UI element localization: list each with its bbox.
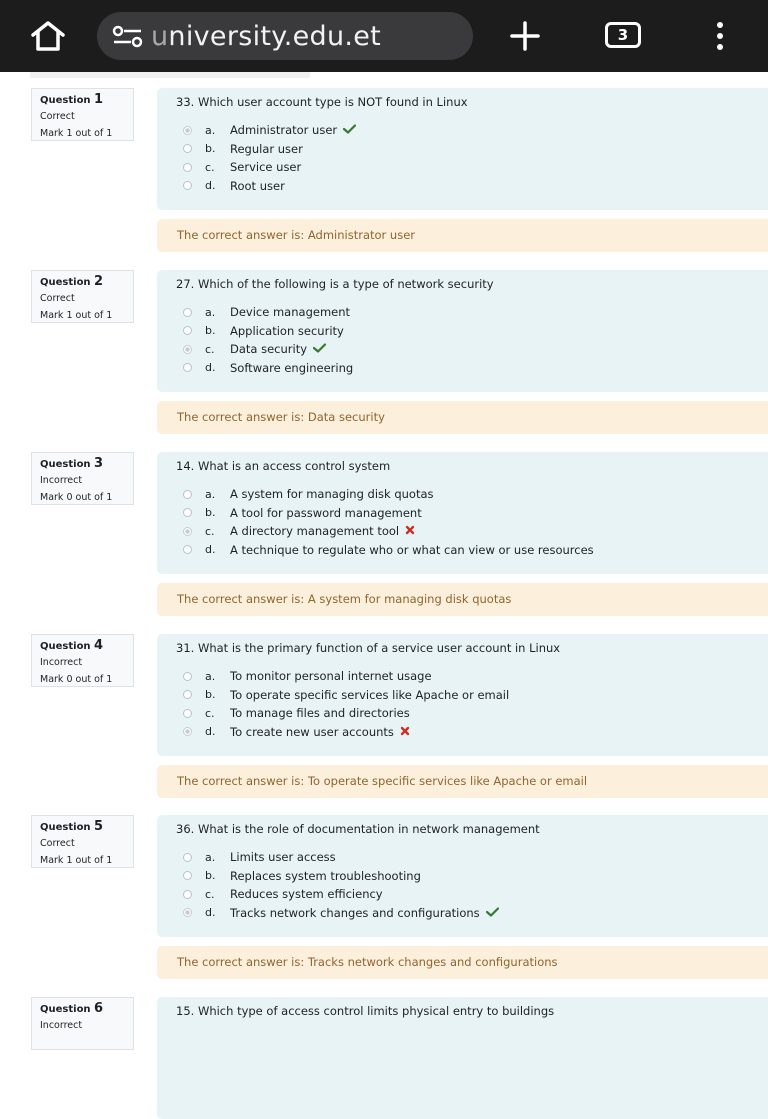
radio-button[interactable]: [183, 363, 192, 372]
answer-option[interactable]: [183, 322, 353, 341]
option-letter: c.: [205, 342, 215, 356]
answer-option[interactable]: [183, 340, 353, 359]
option-text: Root user: [230, 178, 285, 193]
option-letter: a.: [205, 487, 216, 501]
option-letter: b.: [205, 506, 216, 520]
answer-option[interactable]: [183, 303, 353, 322]
question-formulation: [157, 815, 768, 937]
option-letter: a.: [205, 669, 216, 683]
question-label: Question: [40, 459, 91, 470]
question-grade: Mark 1 out of 1: [40, 855, 113, 866]
answer-option[interactable]: [183, 686, 509, 705]
question-text: 27. Which of the following is a type of network security: [176, 277, 494, 291]
question-formulation: [157, 634, 768, 756]
question-number: [40, 93, 133, 108]
question-formulation: [157, 270, 768, 392]
answer-option[interactable]: [183, 848, 499, 867]
question-grade: Mark 1 out of 1: [40, 310, 113, 321]
radio-button[interactable]: [183, 490, 192, 499]
option-letter: d.: [205, 543, 216, 557]
question-no: 3: [94, 456, 104, 471]
option-letter: c.: [205, 524, 215, 538]
answer-options: [183, 667, 509, 741]
radio-button[interactable]: [183, 508, 192, 517]
option-letter: b.: [205, 142, 216, 156]
feedback-text: The correct answer is: To operate specific services like Apache or email: [177, 774, 588, 788]
radio-button[interactable]: [183, 908, 192, 917]
feedback-text: The correct answer is: Tracks network changes and configurations: [177, 955, 558, 969]
question-info: [31, 88, 134, 141]
question-no: 6: [94, 1001, 104, 1016]
option-text: A system for managing disk quotas: [230, 487, 434, 502]
correct-answer-feedback: [157, 219, 768, 252]
url-domain: niversity.edu.et: [168, 20, 382, 52]
option-letter: d.: [205, 906, 216, 920]
address-bar[interactable]: [97, 12, 473, 60]
browser-toolbar: [0, 0, 768, 72]
answer-option[interactable]: [183, 904, 499, 923]
site-settings-icon[interactable]: [111, 24, 145, 48]
question-label: Question: [40, 641, 91, 652]
option-letter: d.: [205, 361, 216, 375]
question-formulation: [157, 452, 768, 574]
option-text: A technique to regulate who or what can view or use resources: [230, 542, 594, 557]
answer-option[interactable]: [183, 723, 509, 742]
question-state: Correct: [40, 293, 75, 304]
correct-answer-feedback: [157, 583, 768, 616]
option-letter: a.: [205, 123, 216, 137]
question-label: Question: [40, 1004, 91, 1015]
radio-button[interactable]: [183, 345, 192, 354]
option-text: To operate specific services like Apache or email: [230, 687, 510, 702]
option-letter: c.: [205, 887, 215, 901]
radio-button[interactable]: [183, 853, 192, 862]
feedback-text: The correct answer is: A system for managing disk quotas: [177, 592, 512, 606]
radio-button[interactable]: [183, 709, 192, 718]
radio-button[interactable]: [183, 545, 192, 554]
answer-option[interactable]: [183, 522, 594, 541]
radio-button[interactable]: [183, 126, 192, 135]
url-prefix: u: [151, 20, 169, 52]
question-text: 33. Which user account type is NOT found in Linux: [176, 95, 468, 109]
question-grade: Mark 1 out of 1: [40, 128, 113, 139]
radio-button[interactable]: [183, 871, 192, 880]
option-letter: a.: [205, 850, 216, 864]
option-text: Tracks network changes and configurations: [230, 905, 480, 920]
incorrect-cross-icon: [405, 524, 415, 538]
question-number: [40, 820, 133, 835]
option-letter: b.: [205, 688, 216, 702]
option-text: Device management: [230, 305, 351, 320]
answer-options: [183, 485, 594, 559]
correct-answer-feedback: [157, 765, 768, 798]
option-text: Administrator user: [230, 123, 338, 138]
radio-button[interactable]: [183, 672, 192, 681]
question-number: [40, 457, 133, 472]
correct-check-icon: [343, 123, 356, 137]
question-text: 14. What is an access control system: [176, 459, 391, 473]
option-text: Regular user: [230, 141, 303, 156]
question-number: [40, 275, 133, 290]
question-info: [31, 270, 134, 323]
answer-options: [183, 121, 356, 195]
feedback-text: The correct answer is: Administrator user: [177, 228, 416, 242]
radio-button[interactable]: [183, 181, 192, 190]
option-text: A tool for password management: [230, 505, 422, 520]
question-text: 15. Which type of access control limits physical entry to buildings: [176, 1004, 555, 1018]
answer-option[interactable]: [183, 485, 594, 504]
option-letter: b.: [205, 324, 216, 338]
answer-option[interactable]: [183, 667, 509, 686]
option-text: Service user: [230, 160, 302, 175]
question-label: Question: [40, 822, 91, 833]
question-number: [40, 1002, 133, 1017]
question-info: [31, 815, 134, 868]
option-text: Replaces system troubleshooting: [230, 868, 421, 883]
radio-button[interactable]: [183, 690, 192, 699]
answer-options: [183, 848, 499, 922]
radio-button[interactable]: [183, 144, 192, 153]
question-label: Question: [40, 277, 91, 288]
question-info: [31, 634, 134, 687]
question-no: 5: [94, 819, 104, 834]
incorrect-cross-icon: [400, 725, 410, 739]
answer-option[interactable]: [183, 541, 594, 560]
answer-option[interactable]: [183, 177, 356, 196]
question-state: Incorrect: [40, 657, 83, 668]
correct-check-icon: [486, 906, 499, 920]
overflow-menu-icon[interactable]: [708, 18, 732, 54]
question-grade: Mark 0 out of 1: [40, 674, 113, 685]
option-text: Limits user access: [230, 850, 336, 865]
answer-option[interactable]: [183, 121, 356, 140]
answer-option[interactable]: [183, 704, 509, 723]
answer-option[interactable]: [183, 359, 353, 378]
question-state: Incorrect: [40, 1020, 83, 1031]
question-formulation: [157, 997, 768, 1119]
question-text: 36. What is the role of documentation in network management: [176, 822, 540, 836]
radio-button[interactable]: [183, 163, 192, 172]
feedback-text: The correct answer is: Data security: [177, 410, 385, 424]
option-letter: c.: [205, 160, 215, 174]
radio-button[interactable]: [183, 727, 192, 736]
question-text: 31. What is the primary function of a service user account in Linux: [176, 641, 561, 655]
option-text: To manage files and directories: [230, 706, 410, 721]
option-text: A directory management tool: [230, 524, 400, 539]
url-text: [151, 21, 381, 52]
option-letter: a.: [205, 305, 216, 319]
question-no: 4: [94, 638, 104, 653]
question-label: Question: [40, 95, 91, 106]
new-tab-icon[interactable]: [505, 16, 545, 56]
option-letter: d.: [205, 725, 216, 739]
option-text: Application security: [230, 323, 344, 338]
answer-option[interactable]: [183, 885, 499, 904]
question-info: [31, 452, 134, 505]
answer-option[interactable]: [183, 158, 356, 177]
answer-option[interactable]: [183, 504, 594, 523]
answer-option[interactable]: [183, 140, 356, 159]
question-grade: Mark 0 out of 1: [40, 492, 113, 503]
question-state: Correct: [40, 838, 75, 849]
option-text: To monitor personal internet usage: [230, 669, 432, 684]
option-letter: b.: [205, 869, 216, 883]
radio-button[interactable]: [183, 890, 192, 899]
option-text: Software engineering: [230, 360, 354, 375]
answer-options: [183, 303, 353, 377]
previous-content-edge: [30, 72, 310, 78]
correct-check-icon: [313, 342, 326, 356]
question-no: 1: [94, 92, 104, 107]
option-letter: d.: [205, 179, 216, 193]
radio-button[interactable]: [183, 326, 192, 335]
option-text: Reduces system efficiency: [230, 887, 383, 902]
question-state: Correct: [40, 111, 75, 122]
home-icon[interactable]: [26, 18, 70, 54]
radio-button[interactable]: [183, 527, 192, 536]
option-letter: c.: [205, 706, 215, 720]
option-text: Data security: [230, 342, 308, 357]
correct-answer-feedback: [157, 401, 768, 434]
question-number: [40, 639, 133, 654]
radio-button[interactable]: [183, 308, 192, 317]
question-no: 2: [94, 274, 104, 289]
question-formulation: [157, 88, 768, 210]
answer-option[interactable]: [183, 867, 499, 886]
question-state: Incorrect: [40, 475, 83, 486]
tab-switcher-icon[interactable]: [605, 22, 641, 48]
tab-count: 3: [617, 26, 629, 44]
option-text: To create new user accounts: [230, 724, 394, 739]
correct-answer-feedback: [157, 946, 768, 979]
